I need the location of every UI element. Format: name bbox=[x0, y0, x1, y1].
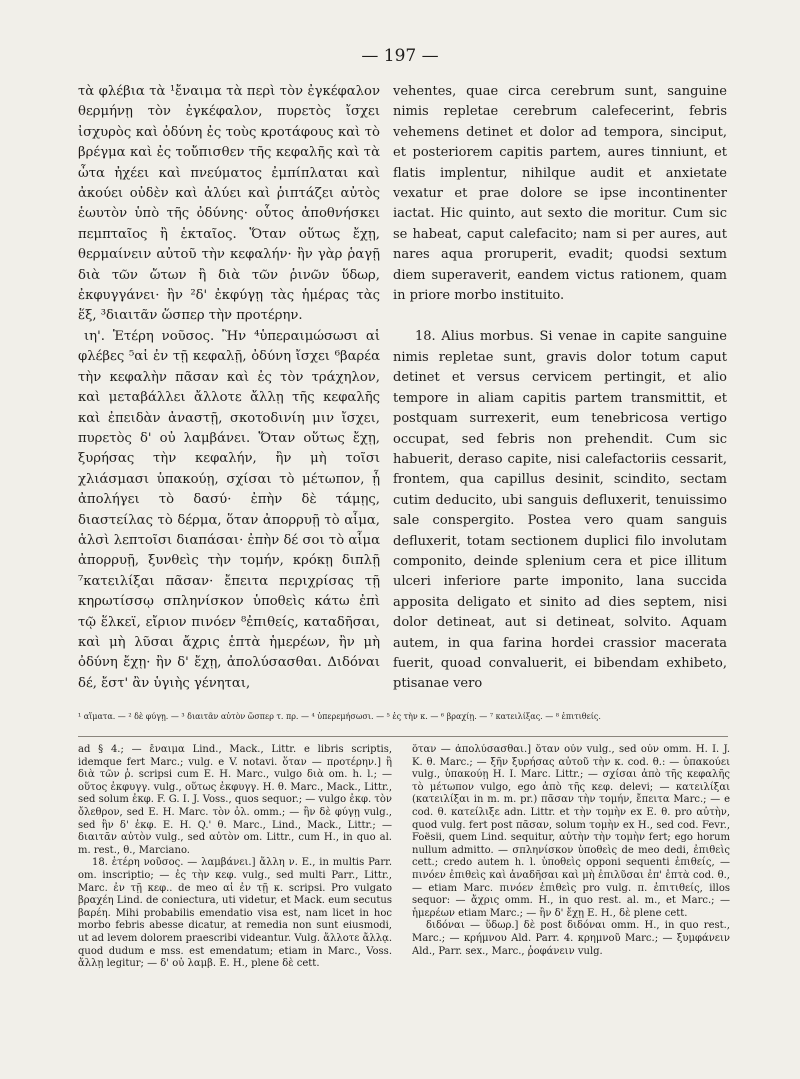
greek-paragraph: ιη'. Ἑτέρη νοῦσος. Ἢν ⁴ὑπεραιμώσωσι αἱ φλέβες ⁵αἱ ἐν τῇ κεφαλῇ, ὀδύνη ἴσχει ⁶βαρέα τὴν κεφαλὴν πᾶσαν καὶ ἐς τὸν τράχηλον, καὶ μεταβάλλει ἄλλοτε ἄλλῃ τῆς κεφαλῆς καὶ ἐπειδὰν ἀναστῇ, σκοτοδινίη μιν ἴσχει, πυρετὸς δ' οὐ λαμβάνει. Ὅταν οὕτως ἔχῃ, ξυρήσας τὴν κεφαλήν, ἢν μὴ τοῖσι χλιάσμασι ὑπακούῃ, σχίσαι τὸ μέτωπον, ᾗ ἀπολήγει τὸ δασύ· ἐπὴν δὲ τάμῃς, διαστείλας τὸ δέρμα, ὅταν ἀπορρυῇ τὸ αἷμα, ἁλσὶ λεπτοῖσι διαπάσαι· ἐπὴν δέ σοι τὸ αἷμα ἀπορρυῇ, ξυνθεὶς τὴν τομήν, κρόκῃ διπλῇ ⁷κατειλίξαι πᾶσαν· ἔπειτα περιχρίσας τῇ κηρωτίσσῳ σπληνίσκον ὑποθεὶς κάτω ἐπὶ τῷ ἕλκεϊ, εἴριον πινόεν ⁸ἐπιθείς, καταδῆσαι, καὶ μὴ λῦσαι ἄχρις ἑπτὰ ἡμερέων, ἢν μὴ ὀδύνη ἔχῃ· ἢν δ' ἔχῃ, ἀπολύσασθαι. Διδόναι δέ, ἔστ' ἂν ὑγιὴς γένηται, bbox=[78, 328, 380, 691]
latin-paragraph: 18. Alius morbus. Si venae in capite sanguine nimis repletae sunt, gravis dolor totum caput detinet et versus cervicem pertingit, et alio tempore in aliam capitis partem transmittit, et postquam surrexerit, eum tenebricosa vertigo occupat, sed febris non prehendit. Cum sic habuerit, deraso capite, nisi calefactoriis cessarit, frontem, qua capillus desinit, scindito, sectam cutim deducito, ubi sanguis defluxerit, tenuissimo sale conspergito. Postea vero quam sanguis defluxerit, totam sectionem duplici filo involutam componito, deinde splenium cera et pice illitum ulceri inferiore parte imponito, lana succida apposita deligato et sinito ad dies septem, nisi dolor detineat, aut si detineat, solvito. Aquam autem, in qua farina hordei crassior macerata fuerit, quoad convaluerit, ei bibendam exhibeto, ptisanae vero bbox=[393, 329, 727, 692]
greek-text-column bbox=[78, 82, 380, 702]
latin-paragraph: vehentes, quae circa cerebrum sunt, sanguine nimis repletae cerebrum calefecerint, febris vehemens detinet et dolor ad tempora, sinciput, et posteriorem capitis partem, aures tinniunt, et flatis implentur, nihilque audit et anxietate vexatur et prae dolore se ipse incontinenter iactat. Hic quinto, aut sexto die moritur. Cum sic se habeat, caput calefacito; nam si per aures, aut nares aqua proruperit, evadit; quodsi sextum diem superaverit, eandem victus rationem, quam in priore morbo instituito. bbox=[393, 84, 727, 304]
apparatus-note: ὅταν — ἀπολύσασθαι.] ὅταν οὖν vulg., sed οὖν omm. H. I. J. K. θ. Marc.; — ξῆν ξυρήσας αὐτοῦ τὴν κ. cod. θ.: — ὑπακούει vulg., ὑπακούῃ H. I. Marc. Littr.; — σχίσαι ἀπὸ τῆς κεφαλῆς τὸ μέτωπον vulgo, ego ἀπὸ τῆς κεφ. delevi; — κατειλίξαι (κατειλίξαι in m. m. pr.) πᾶσαν τὴν τομήν, ἔπειτα Marc.; — e cod. θ. κατείλιξε adn. Littr. et τὴν τομὴν ex E. θ. pro αὐτὴν, quod vulg. fert post πᾶσαν, solum τομὴν ex H., sed cod. Fevr., Foësii, quem Lind. sequitur, αὐτὴν τὴν τομὴν fert; ego horum nullum admitto. — σπληνίσκον ὑποθεὶς de meo dedi, ἐπιθεὶς cett.; credo autem h. l. ὑποθεὶς opponi sequenti ἐπιθείς, — πινόεν ἐπιθεὶς καὶ ἀναδῆσαι καὶ μὴ ἐπιλῦσαι ἐπ' ἑπτὰ cod. θ., — etiam Marc. πινόεν ἐπιθεὶς pro vulg. π. ἐπιτιθείς, illos sequor: — ἄχρις omm. H., in quo rest. al. m., et Marc.; — ἡμερέων etiam Marc.; — ἢν δ' ἔχῃ E. H., δὲ plene cett. bbox=[412, 744, 730, 919]
footnotes: ¹ αἵματα. — ² δὲ φύγῃ. — ³ διαιτᾶν αὐτὸν ὥσπερ τ. πρ. — ⁴ ὑπερεμήσωσι. — ⁵ ἐς τὴν κ. — ⁶ βραχίῃ. — ⁷ κατειλίξας. — ⁸ ἐπιτιθείς. bbox=[78, 712, 601, 721]
divider-rule bbox=[78, 736, 728, 737]
latin-text-column bbox=[393, 82, 727, 702]
apparatus-note: διδόναι — ὕδωρ.] δὲ post διδόναι omm. H., in quo rest., Marc.; — κρήμνου Ald. Parr. 4. κρημνοῦ Marc.; — ξυμφάνειν Ald., Parr. sex., Marc., ῥοφάνειν vulg. bbox=[412, 920, 730, 957]
greek-paragraph: τὰ φλέβια τὰ ¹ἔναιμα τὰ περὶ τὸν ἐγκέφαλον θερμήνῃ τὸν ἐγκέφαλον, πυρετὸς ἴσχει ἰσχυρὸς καὶ ὀδύνη ἐς τοὺς κροτάφους καὶ τὸ βρέγμα καὶ ἐς τοὔπισθεν τῆς κεφαλῆς καὶ τὰ ὦτα ἠχέει καὶ πνεύματος ἐμπίπλαται καὶ ἀκούει οὐδὲν καὶ ἀλύει καὶ ῥιπτάζει αὐτὸς ἑωυτὸν ὑπὸ τῆς ὀδύνης· οὗτος ἀποθνήσκει πεμπταῖος ἢ ἑκταῖος. Ὅταν οὕτως ἔχῃ, θερμαίνειν αὐτοῦ τὴν κεφαλήν· ἢν γὰρ ῥαγῇ διὰ τῶν ὤτων ἢ διὰ τῶν ῥινῶν ὕδωρ, ἐκφυγγάνει· ἢν ²δ' ἐκφύγῃ τὰς ἡμέρας τὰς ἕξ, ³διαιτᾶν ὥσπερ τὴν προτέρην. bbox=[78, 84, 380, 324]
apparatus-right-column bbox=[412, 744, 730, 1064]
page-number: — 197 — bbox=[361, 46, 439, 66]
apparatus-note: ad § 4.; — ἔναιμα Lind., Mack., Littr. e libris scriptis, idemque fert Marc.; vulg. e V. notavi. ὅταν — προτέρην.] ἢ διὰ τῶν ῥ. scripsi cum E. H. Marc., vulgo διὰ om. h. l.; — οὕτος ἐκφυγγ. vulg., οὕτως ἐκφυγγ. H. θ. Marc., Mack., Littr., sed solum ἐκφ. F. G. I. J. Voss., quos sequor.; — vulgo ἐκφ. τὸν ὄλεθρον, sed E. H. Marc. τὸν ὀλ. omm.; — ἢν δὲ φύγῃ vulg., sed ἢν δ' ἐκφ. E. H. Q.' θ. Marc., Lind., Mack., Littr.; — διαιτᾶν αὐτὸν vulg., sed αὐτὸν om. Littr., cum H., in quo al. m. rest., θ., Marciano. bbox=[78, 744, 392, 856]
apparatus-note: 18. ἑτέρη νοῦσος. — λαμβάνει.] ἄλλη ν. E., in multis Parr. om. inscriptio; — ἐς τὴν κεφ. vulg., sed multi Parr., Littr., Marc. ἐν τῇ κεφ.. de meo αἱ ἐν τῇ κ. scripsi. Pro vulgato βραχέη Lind. de coniectura, uti videtur, et Mack. eum secutus βαρέη. Mihi probabilis emendatio visa est, nam licet in hoc morbo febris abesse dicatur, at remedia non sunt eiusmodi, ut ad levem dolorem praescribi videantur. Vulg. ἄλλοτε ἄλλᾳ. quod dudum e mss. est emendatum; etiam in Marc., Voss. ἄλλῃ legitur; — δ' οὐ λαμβ. E. H., plene δὲ cett. bbox=[78, 857, 392, 970]
apparatus-left-column bbox=[78, 744, 392, 1064]
